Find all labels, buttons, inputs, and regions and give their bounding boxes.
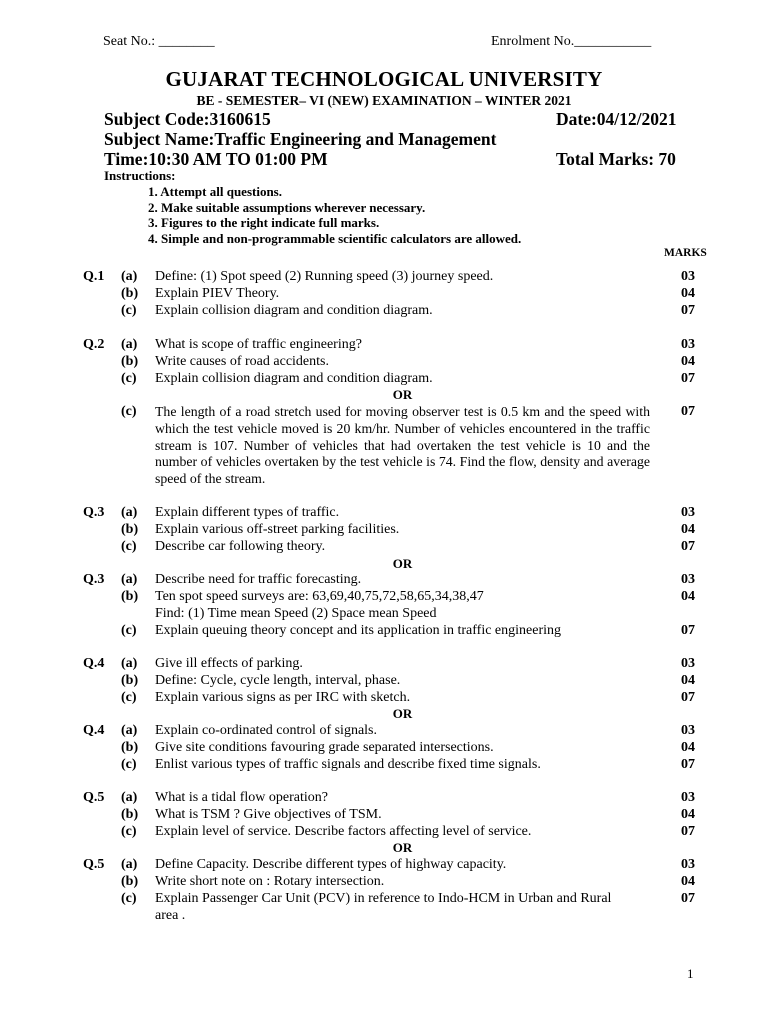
question-marks: 04: [681, 673, 695, 688]
question-part-label: (a): [121, 656, 138, 671]
instruction-item: 2. Make suitable assumptions wherever necessary.: [148, 199, 426, 215]
question-part-label: (b): [121, 286, 139, 301]
question-marks: 07: [681, 404, 695, 419]
question-text: What is scope of traffic engineering?: [155, 337, 362, 352]
question-marks: 07: [681, 757, 695, 772]
question-marks: 07: [681, 824, 695, 839]
subject-name: Subject Name:Traffic Engineering and Management: [104, 129, 497, 149]
question-text: Define Capacity. Describe different types of highway capacity.: [155, 857, 507, 872]
question-part-label: (b): [121, 807, 139, 822]
question-text: Explain different types of traffic.: [155, 505, 340, 520]
question-number: Q.5: [83, 790, 105, 805]
question-number: Q.3: [83, 505, 105, 520]
question-number: Q.4: [83, 723, 105, 738]
question-number: Q.5: [83, 857, 105, 872]
instruction-item: 4. Simple and non-programmable scientific calculators are allowed.: [148, 230, 522, 246]
instruction-item: 1. Attempt all questions.: [148, 184, 282, 199]
or-separator: OR: [392, 387, 413, 402]
question-part-label: (b): [121, 874, 139, 889]
or-separator: OR: [392, 706, 413, 721]
question-marks: 03: [681, 790, 695, 805]
question-number: Q.1: [83, 269, 105, 284]
question-marks: 03: [681, 572, 695, 587]
total-marks: Total Marks: 70: [556, 149, 676, 169]
question-text-continued: Find: (1) Time mean Speed (2) Space mean Speed: [155, 606, 437, 621]
question-text: Explain collision diagram and condition diagram.: [155, 303, 433, 318]
question-text: Explain various signs as per IRC with sketch.: [155, 690, 411, 705]
question-part-label: (c): [121, 690, 137, 705]
question-marks: 07: [681, 623, 695, 638]
question-text: Define: Cycle, cycle length, interval, phase.: [155, 673, 401, 688]
question-text: Explain level of service. Describe factors affecting level of service.: [155, 824, 532, 839]
question-marks: 04: [681, 354, 695, 369]
question-marks: 07: [681, 371, 695, 386]
question-part-label: (b): [121, 740, 139, 755]
question-text: Describe need for traffic forecasting.: [155, 572, 362, 587]
exam-date: Date:04/12/2021: [556, 109, 677, 129]
question-part-label: (c): [121, 303, 137, 318]
question-part-label: (c): [121, 757, 137, 772]
question-part-label: (a): [121, 723, 138, 738]
question-text: What is TSM ? Give objectives of TSM.: [155, 807, 382, 822]
question-marks: 03: [681, 505, 695, 520]
question-part-label: (b): [121, 589, 139, 604]
question-part-label: (b): [121, 522, 139, 537]
question-part-label: (a): [121, 269, 138, 284]
question-marks: 04: [681, 874, 695, 889]
enrolment-number: Enrolment No.___________: [491, 34, 652, 49]
question-text: Explain various off-street parking facilities.: [155, 522, 400, 537]
question-text: Write short note on : Rotary intersection.: [155, 874, 385, 889]
question-part-label: (c): [121, 539, 137, 554]
question-marks: 04: [681, 740, 695, 755]
question-marks: 03: [681, 857, 695, 872]
or-separator: OR: [392, 840, 413, 855]
question-marks: 04: [681, 286, 695, 301]
question-part-label: (c): [121, 891, 137, 906]
question-part-label: (b): [121, 354, 139, 369]
question-paragraph: The length of a road stretch used for moving observer test is 0.5 km and the speed with which the test vehicle moved is 20 km/hr. Number of vehicles encountered in the traffic stream is 107. Number of vehicles that had overtaken the test vehicle is 10 and the number of vehicles overtaken by the test vehicle is 74. Find the flow, density and average speed of the stream.: [155, 404, 650, 487]
question-number: Q.3: [83, 572, 105, 587]
question-marks: 07: [681, 891, 695, 906]
question-text: Describe car following theory.: [155, 539, 326, 554]
seat-number: Seat No.: ________: [103, 34, 215, 49]
exam-title: BE - SEMESTER– VI (NEW) EXAMINATION – WINTER 2021: [196, 93, 572, 108]
marks-heading: MARKS: [664, 247, 707, 259]
question-part-label: (c): [121, 371, 137, 386]
exam-time: Time:10:30 AM TO 01:00 PM: [104, 149, 328, 169]
question-text: Give site conditions favouring grade separated intersections.: [155, 740, 494, 755]
question-marks: 07: [681, 539, 695, 554]
question-text: Write causes of road accidents.: [155, 354, 329, 369]
university-title: GUJARAT TECHNOLOGICAL UNIVERSITY: [165, 67, 603, 91]
question-text: Explain collision diagram and condition diagram.: [155, 371, 433, 386]
question-number: Q.2: [83, 337, 105, 352]
question-marks: 03: [681, 337, 695, 352]
question-part-label: (a): [121, 337, 138, 352]
question-text: Enlist various types of traffic signals and describe fixed time signals.: [155, 757, 541, 772]
question-part-label: (a): [121, 790, 138, 805]
question-text: Explain co-ordinated control of signals.: [155, 723, 377, 738]
page-number: 1: [687, 966, 694, 981]
question-text: Ten spot speed surveys are: 63,69,40,75,72,58,65,34,38,47: [155, 589, 484, 604]
question-part-label: (a): [121, 857, 138, 872]
instruction-item: 3. Figures to the right indicate full marks.: [148, 215, 380, 230]
question-marks: 04: [681, 589, 695, 604]
question-text: Explain queuing theory concept and its application in traffic engineering: [155, 623, 561, 638]
question-marks: 04: [681, 522, 695, 537]
question-part-label: (c): [121, 824, 137, 839]
question-part-label: (c): [121, 404, 137, 419]
or-separator: OR: [392, 556, 413, 571]
question-part-label: (c): [121, 623, 137, 638]
question-marks: 03: [681, 723, 695, 738]
question-marks: 03: [681, 269, 695, 284]
question-part-label: (a): [121, 505, 138, 520]
subject-code: Subject Code:3160615: [104, 109, 271, 129]
question-text-continued: area .: [155, 908, 186, 923]
question-marks: 04: [681, 807, 695, 822]
question-text: Give ill effects of parking.: [155, 656, 303, 671]
question-marks: 07: [681, 303, 695, 318]
question-text: Define: (1) Spot speed (2) Running speed (3) journey speed.: [155, 269, 494, 284]
question-text: Explain PIEV Theory.: [155, 286, 280, 301]
question-text: Explain Passenger Car Unit (PCV) in reference to Indo-HCM in Urban and Rural: [155, 891, 612, 906]
question-marks: 03: [681, 656, 695, 671]
question-marks: 07: [681, 690, 695, 705]
question-part-label: (b): [121, 673, 139, 688]
question-part-label: (a): [121, 572, 138, 587]
instructions-heading: Instructions:: [104, 168, 176, 183]
question-text: What is a tidal flow operation?: [155, 790, 328, 805]
question-number: Q.4: [83, 656, 105, 671]
